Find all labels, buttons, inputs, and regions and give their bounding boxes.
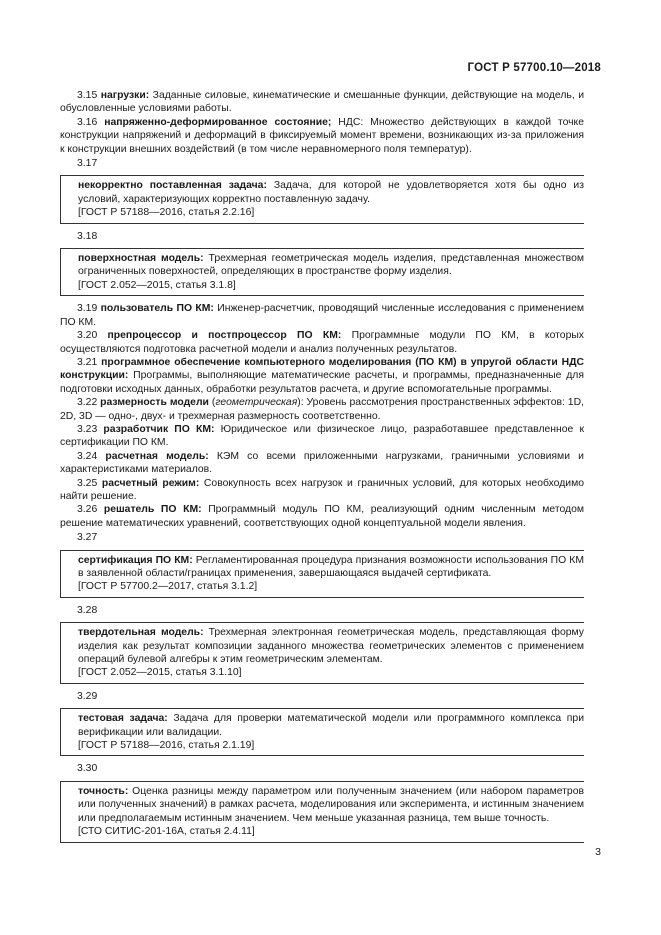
entry-number-3-28: 3.28: [77, 604, 98, 616]
term-entry-3-17: [60, 175, 584, 223]
entry-term: тестовая задача:: [78, 713, 168, 725]
term-entry-3-16: [60, 116, 584, 156]
term-entry-3-27: [60, 550, 584, 598]
term-entry-3-30: [60, 781, 584, 843]
entry-term: поверхностная модель:: [78, 253, 204, 265]
term-entry-3-24: [60, 450, 584, 477]
entry-definition: Задача для проверки математической модели или программного комплекса при верификации или валидации.: [78, 713, 584, 738]
entry-definition: Программы, выполняющие математические расчеты, и программы, предназначенные для подготовки исходных данных, обработки результатов расчета, и другие вспомогательные программы.: [60, 370, 584, 395]
entry-definition: Трехмерная электронная геометрическая модель, представляющая форму изделия как результат композиции заданного множества геометрических элементов с применением операций булевой алгебры к этим геометрическим элементам.: [78, 627, 584, 666]
entry-number: 3.15: [77, 90, 98, 101]
entry-term: препроцессор и постпроцессор ПО КМ:: [107, 330, 342, 342]
term-entry-3-19: [60, 302, 584, 329]
entry-definition: НДС: Множество действующих в каждой точке конструкции напряжений и деформаций в фиксируемый момент времени, возникающих из-за приложения к конструкции внешних воздействий (в том числе неравномерного поля температур).: [60, 116, 584, 155]
term-entry-3-20: [60, 329, 584, 356]
entry-term: разработчик ПО КМ:: [103, 423, 215, 435]
entry-term: расчетная модель:: [105, 450, 209, 462]
entry-definition: Заданные силовые, кинематические и смешанные функции, действующие на модель, и обусловленные условиями работы.: [60, 90, 584, 115]
entry-number: 3.23: [77, 423, 98, 435]
term-entry-3-25: [60, 477, 584, 504]
entry-definition: : Уровень рассмотрения пространственных эффектов: 1D, 2D, 3D — одно-, двух- и трехмерная размерность соответственно.: [60, 397, 584, 422]
document-header: ГОСТ Р 57700.10—2018: [467, 62, 601, 74]
entry-definition: Программные модули ПО КМ, в которых осуществляются подготовка расчетной модели и анализ полученных результатов.: [60, 330, 585, 355]
entry-term: напряженно-деформированное состояние;: [104, 116, 332, 128]
entry-term: пользователь ПО КМ:: [100, 303, 214, 315]
entry-reference: [ГОСТ Р 57700.2—2017, статья 3.1.2]: [78, 581, 258, 593]
page-number: 3: [595, 846, 601, 858]
entry-number-3-30: 3.30: [77, 763, 98, 775]
document-body: [60, 89, 584, 849]
entry-term: сертификация ПО КМ:: [78, 554, 193, 566]
entry-number-3-18: 3.18: [77, 230, 98, 242]
term-entry-3-28: [60, 622, 584, 684]
entry-term: программное обеспечение компьютерного моделирования (ПО КМ) в упругой области НДС конструкции:: [60, 356, 585, 382]
entry-definition: Оценка разницы между параметром или полученным значением (или набором параметров или полученных значений) в рамках расчета, моделирования или эксперимента, и истинным значением или предполагаемым истинным значением. Чем меньше указанная разница, тем выше точность.: [78, 785, 584, 824]
entry-number-3-29: 3.29: [77, 690, 98, 702]
entry-reference: [ГОСТ Р 57188—2016, статья 2.1.19]: [78, 740, 255, 752]
entry-definition: Инженер-расчетчик, проводящий численные исследования с применением ПО КМ.: [60, 303, 585, 328]
entry-number-3-27: 3.27: [77, 532, 98, 544]
term-entry-3-21: [60, 356, 584, 396]
entry-number: 3.26: [77, 504, 98, 516]
entry-term: точность:: [78, 785, 129, 797]
entry-term: решатель ПО КМ:: [103, 504, 202, 516]
entry-number: 3.20: [77, 330, 98, 342]
entry-qualifier: геометрическая: [215, 397, 298, 409]
entry-definition: Программный модуль ПО КМ, реализующий одним численным методом решение математических уравнений, соответствующих одной концептуальной модели явления.: [60, 504, 584, 529]
entry-reference: [СТО СИТИС-201-16А, статья 2.4.11]: [78, 826, 255, 838]
entry-definition: Регламентированная процедура признания возможности использования ПО КМ в заявленной области/границах применения, завершающаяся выдачей сертификата.: [78, 554, 584, 579]
entry-definition: Задача, для которой не удовлетворяется хотя бы одно из условий, характеризующих корректно поставленную задачу.: [78, 180, 584, 205]
entry-reference: [ГОСТ 2.052—2015, статья 3.1.8]: [78, 279, 236, 291]
entry-definition: Юридическое или физическое лицо, разработавшее представленное к сертификации ПО КМ.: [60, 423, 585, 449]
entry-number: 3.22: [77, 397, 98, 409]
entry-number: 3.19: [77, 303, 98, 315]
entry-definition: Совокупность всех нагрузок и граничных условий, для которых необходимо найти решение.: [60, 477, 585, 502]
entry-number: 3.25: [77, 477, 98, 489]
entry-term: расчетный режим:: [101, 477, 200, 489]
term-entry-3-18: [60, 248, 584, 296]
entry-definition: Трехмерная геометрическая модель изделия, представленная множеством ограниченных поверхностей, определяющих в пространстве форму изделия.: [78, 253, 584, 278]
term-entry-3-23: [60, 423, 584, 450]
term-entry-3-22: 3.22 размерность модели (геометрическая): Уровень рассмотрения пространственных эффектов: 1D, 2D, 3D — одно-, двух- и трехмерная размерность соответственно.: [60, 397, 584, 422]
entry-number: 3.16: [77, 116, 98, 128]
term-entry-3-26: [60, 503, 584, 530]
entry-definition: КЭМ со всеми приложенными нагрузками, граничными условиями и характеристиками материалов.: [60, 450, 584, 476]
entry-number-3-17: 3.17: [77, 158, 98, 170]
entry-term: нагрузки:: [100, 90, 150, 101]
entry-number: 3.24: [77, 450, 98, 462]
entry-term: твердотельная модель:: [78, 627, 204, 639]
term-entry-3-29: [60, 708, 584, 756]
entry-term: размерность модели: [100, 397, 209, 409]
entry-reference: [ГОСТ 2.052—2015, статья 3.1.10]: [78, 667, 242, 679]
entry-term: некорректно поставленная задача:: [78, 180, 267, 192]
term-entry-3-15: [60, 89, 584, 116]
entry-reference: [ГОСТ Р 57188—2016, статья 2.2.16]: [78, 207, 255, 219]
entry-number: 3.21: [77, 356, 98, 368]
